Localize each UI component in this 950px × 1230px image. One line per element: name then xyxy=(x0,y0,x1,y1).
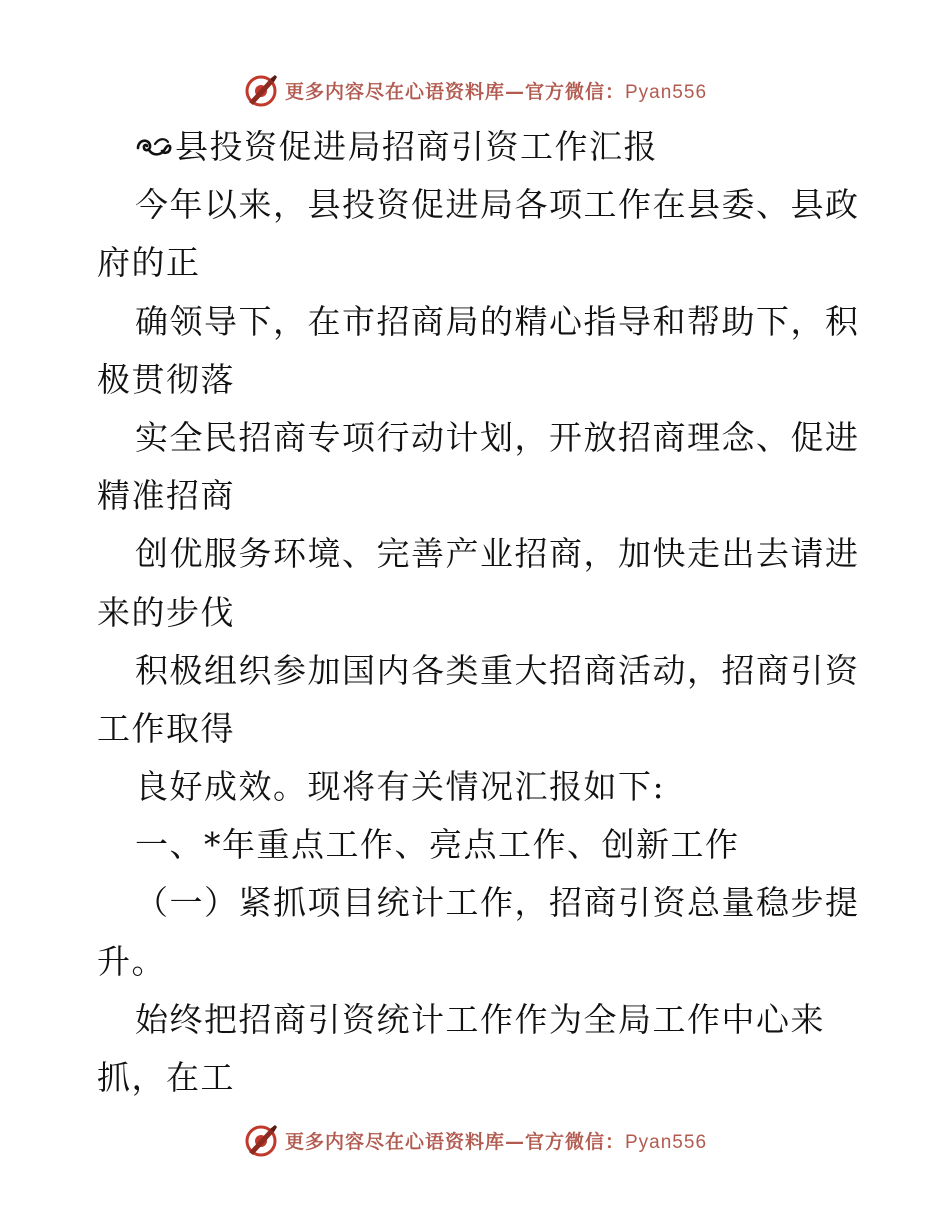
paragraph-line: 今年以来，县投资促进局各项工作在县委、县政 xyxy=(135,185,860,225)
paragraph-line: 府的正 xyxy=(97,243,201,283)
paragraph-line: 来的步伐 xyxy=(97,592,235,632)
banner-text: 更多内容尽在心语资料库—官方微信：Pyan556 xyxy=(284,80,708,103)
red-pen-logo-icon xyxy=(243,1122,279,1158)
wechat-id: Pyan556 xyxy=(625,1131,708,1153)
paragraph-line: 确领导下，在市招商局的精心指导和帮助下，积 xyxy=(135,301,860,341)
paragraph-line: 创优服务环境、完善产业招商，加快走出去请进 xyxy=(135,534,860,574)
subsection-heading: （一）紧抓项目统计工作，招商引资总量稳步提 xyxy=(135,883,860,923)
paragraph-line: 始终把招商引资统计工作作为全局工作中心来 xyxy=(135,999,825,1039)
document-body xyxy=(97,118,860,1107)
banner-text: 更多内容尽在心语资料库—官方微信：Pyan556 xyxy=(284,1130,708,1153)
ornament-swirl-icon xyxy=(135,132,173,162)
paragraph-line: 升。 xyxy=(97,941,166,981)
paragraph-line: 精准招商 xyxy=(97,476,235,516)
header-banner xyxy=(0,70,950,110)
paragraph-line: 良好成效。现将有关情况汇报如下: xyxy=(135,767,666,807)
paragraph-line: 实全民招商专项行动计划，开放招商理念、促进 xyxy=(135,417,860,457)
wechat-id: Pyan556 xyxy=(625,81,708,103)
footer-banner xyxy=(0,1120,950,1160)
red-pen-logo-icon xyxy=(243,72,279,108)
section-heading: 一、*年重点工作、亮点工作、创新工作 xyxy=(135,825,740,865)
document-title: 县投资促进局招商引资工作汇报 xyxy=(97,118,857,176)
paragraph-line: 工作取得 xyxy=(97,708,235,748)
paragraph-line: 积极组织参加国内各类重大招商活动，招商引资 xyxy=(135,650,860,690)
paragraph-line: 极贯彻落 xyxy=(97,359,235,399)
paragraph-line: 抓，在工 xyxy=(97,1058,235,1097)
